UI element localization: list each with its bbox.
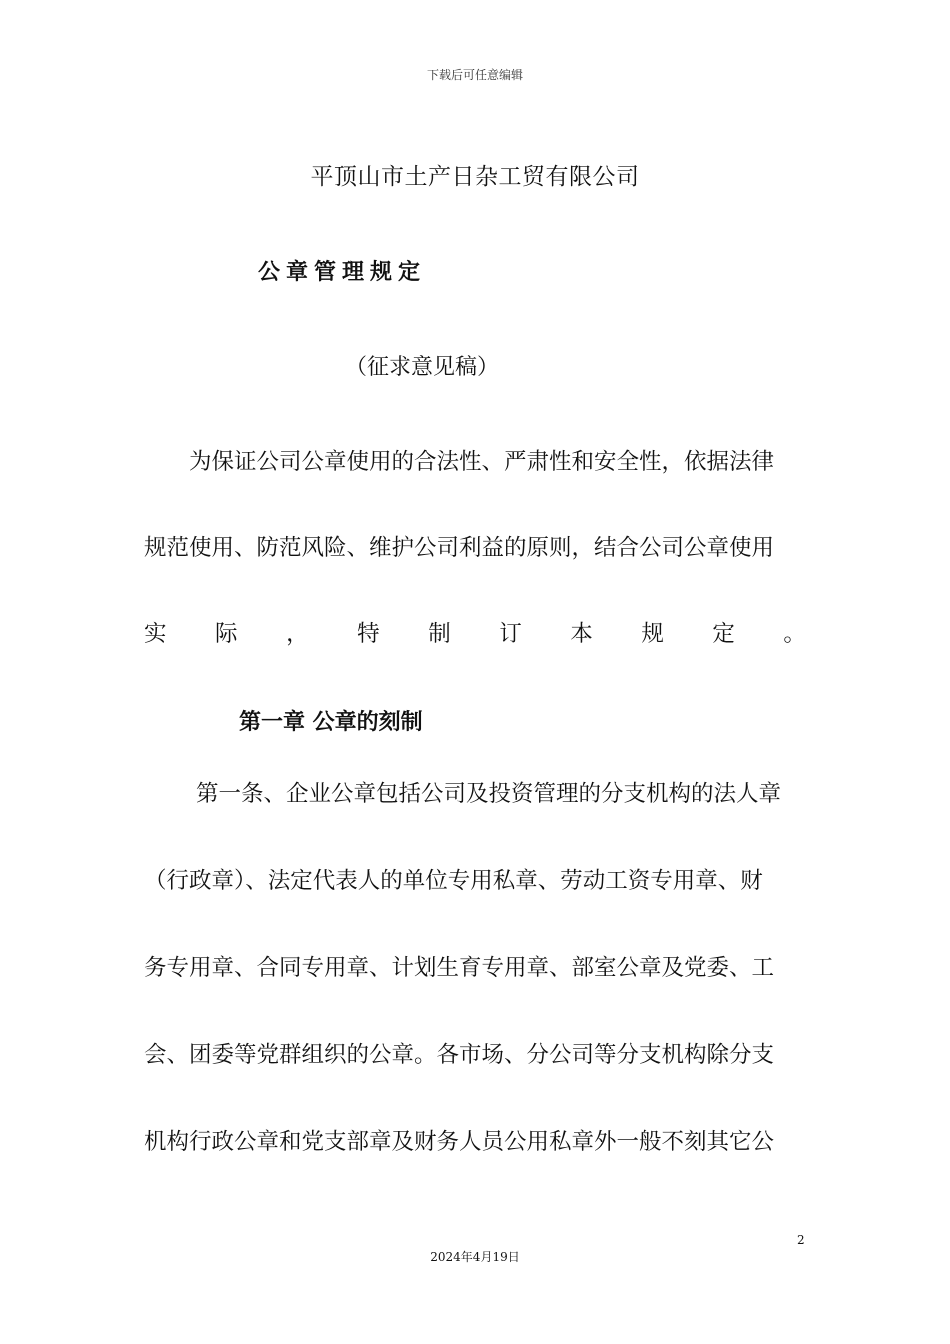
intro-char: 际 [215, 621, 238, 647]
article-line: 机构行政公章和党支部章及财务人员公用私章外一般不刻其它公 [144, 1129, 775, 1155]
intro-line: 规范使用、防范风险、维护公司利益的原则，结合公司公章使用 [144, 535, 775, 561]
intro-line-justified [144, 619, 806, 649]
company-name: 平顶山市土产日杂工贸有限公司 [310, 164, 640, 190]
page-number: 2 [797, 1233, 805, 1247]
intro-char: 实 [144, 621, 167, 647]
document-subtitle: （征求意见稿） [345, 355, 500, 380]
intro-char: 。 [783, 621, 806, 647]
header-note: 下载后可任意编辑 [426, 68, 523, 82]
intro-line: 为保证公司公章使用的合法性、严肃性和安全性，依据法律 [189, 449, 775, 475]
footer-date: 2024年4月19日 [430, 1250, 520, 1264]
document-title: 公章管理规定 [258, 260, 427, 285]
intro-char: 定 [712, 621, 735, 647]
intro-char: ， [286, 621, 309, 647]
intro-char: 特 [357, 621, 380, 647]
article-line: 会、团委等党群组织的公章。各市场、分公司等分支机构除分支 [144, 1042, 775, 1068]
article-line: （行政章）、法定代表人的单位专用私章、劳动工资专用章、财 [144, 868, 763, 894]
article-line: 务专用章、合同专用章、计划生育专用章、部室公章及党委、工 [144, 955, 775, 981]
intro-char: 订 [499, 621, 522, 647]
chapter-heading: 第一章 公章的刻制 [239, 710, 423, 735]
intro-char: 本 [570, 621, 593, 647]
article-line: 第一条、企业公章包括公司及投资管理的分支机构的法人章 [196, 781, 782, 807]
intro-char: 规 [641, 621, 664, 647]
intro-char: 制 [428, 621, 451, 647]
